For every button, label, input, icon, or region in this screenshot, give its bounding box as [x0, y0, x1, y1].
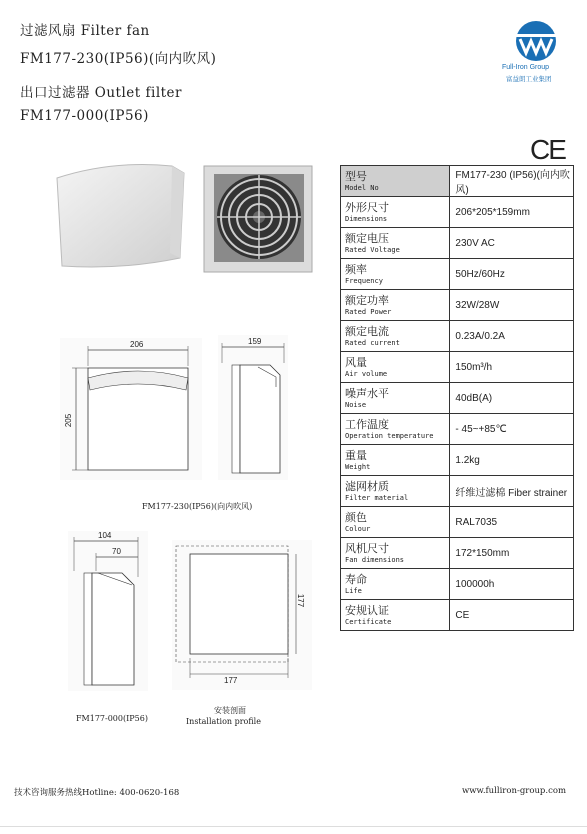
spec-label-en: Rated Voltage: [345, 245, 400, 254]
spec-label-cell: [341, 569, 450, 600]
spec-label-en: Model No: [345, 183, 379, 192]
spec-label-en: Filter material: [345, 493, 409, 502]
spec-label-cell: [341, 445, 450, 476]
spec-value: 32W/28W: [450, 290, 574, 321]
spec-table: [340, 165, 574, 631]
spec-label-cell: [341, 259, 450, 290]
install-caption-en: Installation profile: [186, 717, 261, 726]
title-outlet: 出口过滤器 Outlet filter: [20, 85, 183, 101]
website: www.fulliron-group.com: [462, 786, 567, 796]
spec-label-en: Fan dimensions: [345, 555, 405, 564]
spec-label-cn: 噪声水平: [345, 386, 389, 400]
dim-cutout-width: 177: [224, 676, 238, 685]
spec-label-cell: [341, 352, 450, 383]
spec-label-en: Rated current: [345, 338, 400, 347]
spec-label-cell: [341, 197, 450, 228]
logo-chinese: 富益朗工业集团: [506, 75, 552, 83]
spec-value: 0.23A/0.2A: [450, 321, 574, 352]
spec-label-cn: 风量: [345, 355, 367, 369]
spec-label-cell: [341, 538, 450, 569]
spec-value: CE: [450, 600, 574, 631]
spec-row: [341, 569, 574, 600]
spec-row: [341, 414, 574, 445]
spec-row: [341, 228, 574, 259]
spec-value: - 45~+85℃: [450, 414, 574, 445]
spec-value: RAL7035: [450, 507, 574, 538]
spec-label-en: Rated Power: [345, 307, 392, 316]
dim-front-width: 206: [130, 340, 144, 349]
spec-value: 100000h: [450, 569, 574, 600]
spec-label-cell: [341, 321, 450, 352]
logo-english: Full-Iron Group: [502, 64, 550, 71]
spec-label-cell: [341, 507, 450, 538]
spec-label-en: Operation temperature: [345, 431, 434, 440]
ce-mark: CE: [530, 134, 565, 165]
dim-front-height: 205: [64, 413, 74, 428]
spec-label-cell: [341, 228, 450, 259]
spec-row: [341, 259, 574, 290]
spec-row: [341, 507, 574, 538]
dim-side-depth: 159: [248, 337, 262, 346]
dim-filter-inner: 70: [112, 547, 121, 556]
spec-value: 50Hz/60Hz: [450, 259, 574, 290]
spec-row: [341, 383, 574, 414]
spec-row: [341, 197, 574, 228]
spec-row: [341, 352, 574, 383]
spec-value: 1.2kg: [450, 445, 574, 476]
spec-value: 172*150mm: [450, 538, 574, 569]
spec-label-cn: 颜色: [345, 510, 367, 524]
spec-label-en: Noise: [345, 400, 367, 409]
spec-label-cn: 额定功率: [345, 293, 389, 307]
logo-mark-icon: [506, 20, 566, 62]
install-caption-cn: 安装剖面: [214, 706, 246, 715]
outlet-filter-drawing: [68, 531, 148, 695]
spec-label-cn: 风机尺寸: [345, 541, 389, 555]
spec-row: [341, 321, 574, 352]
company-logo: [502, 20, 566, 83]
spec-label-en: Dimensions: [345, 214, 388, 223]
spec-label-cell: [341, 383, 450, 414]
bottom-divider: [0, 826, 587, 827]
title-cn-en: 过滤风扇 Filter fan: [20, 23, 150, 39]
spec-row: [341, 166, 574, 197]
spec-label-en: Frequency: [345, 276, 383, 285]
spec-label-cell: [341, 600, 450, 631]
spec-label-en: Certificate: [345, 617, 392, 626]
spec-row: [341, 538, 574, 569]
spec-value: 纤维过滤棉 Fiber strainer: [450, 476, 574, 507]
spec-label-cell: [341, 414, 450, 445]
spec-value: 40dB(A): [450, 383, 574, 414]
spec-row: [341, 476, 574, 507]
spec-label-cn: 寿命: [345, 572, 367, 586]
spec-label-cell: [341, 166, 450, 197]
spec-label-cn: 外形尺寸: [345, 200, 389, 214]
filter-photo: [52, 158, 187, 277]
dim-filter-depth: 104: [98, 531, 112, 540]
spec-value: 150m³/h: [450, 352, 574, 383]
caption-filter: FM177-000(IP56): [76, 714, 148, 723]
spec-label-en: Colour: [345, 524, 371, 533]
spec-label-cn: 额定电流: [345, 324, 389, 338]
spec-value: 230V AC: [450, 228, 574, 259]
spec-label-cn: 型号: [345, 169, 367, 183]
installation-cutout-drawing: [172, 540, 312, 694]
spec-row: [341, 445, 574, 476]
model-outlet: FM177-000(IP56): [20, 108, 149, 124]
spec-label-cell: [341, 476, 450, 507]
spec-label-cn: 滤网材质: [345, 479, 389, 493]
spec-value: FM177-230 (IP56)(向内吹风): [450, 166, 574, 197]
dim-cutout-height: 177: [296, 593, 306, 608]
fan-photo: [200, 160, 318, 282]
spec-label-cn: 安规认证: [345, 603, 389, 617]
spec-label-cn: 频率: [345, 262, 367, 276]
model-fan: FM177-230(IP56)(向内吹风): [20, 51, 217, 67]
spec-label-en: Air volume: [345, 369, 388, 378]
spec-label-cn: 额定电压: [345, 231, 389, 245]
caption-fan: FM177-230(IP56)(向内吹风): [142, 502, 253, 511]
spec-value: 206*205*159mm: [450, 197, 574, 228]
front-view-drawing: [60, 338, 202, 484]
side-view-drawing: [218, 335, 288, 484]
spec-row: [341, 290, 574, 321]
spec-row: [341, 600, 574, 631]
spec-label-en: Life: [345, 586, 362, 595]
spec-label-cn: 工作温度: [345, 417, 389, 431]
spec-label-cn: 重量: [345, 448, 367, 462]
spec-label-cell: [341, 290, 450, 321]
spec-label-en: Weight: [345, 462, 371, 471]
hotline: 技术咨询服务热线Hotline: 400-0620-168: [14, 788, 180, 798]
